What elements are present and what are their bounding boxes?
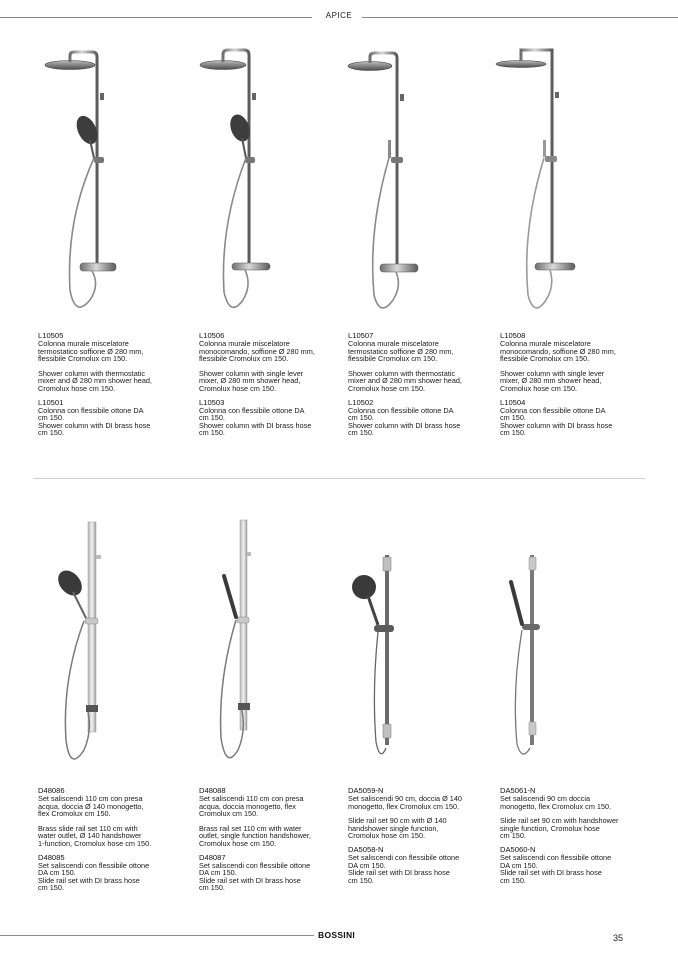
product-description-it: Colonna murale miscelatore termostatico soffione Ø 280 mm, flessibile Cromolux cm 150. xyxy=(348,339,454,364)
product-description-en: Shower column with thermostatic mixer and Ø 280 mm shower head, Cromolux hose cm 150. xyxy=(38,368,152,393)
product-code: D48086 xyxy=(38,786,65,795)
product-card xyxy=(199,787,339,892)
slide-rail-image-4 xyxy=(511,555,540,754)
variant-description: Colonna con flessibile ottone DA cm 150. Shower column with DI brass hose cm 150. xyxy=(348,405,461,438)
slide-rail-image-1 xyxy=(53,522,101,759)
brand-logo: BOSSINI xyxy=(318,930,356,940)
product-description-en: Shower column with single lever mixer, Ø 280 mm shower head, Cromolux hose cm 150. xyxy=(500,368,605,393)
product-code: L10508 xyxy=(500,331,526,340)
product-description-en: Slide rail set 90 cm with Ø 140 handshower single function, Cromolux hose cm 150. xyxy=(348,816,447,841)
product-code: D48088 xyxy=(199,786,226,795)
product-description-it: Colonna murale miscelatore monocomando, soffione Ø 280 mm, flessibile Cromolux cm 150. xyxy=(199,339,315,364)
variant-description: Set saliscendi con flessibile ottone DA cm 150. Slide rail set with DI brass hose cm 150. xyxy=(500,852,612,885)
slide-rail-image-2 xyxy=(221,520,251,758)
product-card xyxy=(38,332,178,437)
product-description-it: Colonna murale miscelatore termostatico soffione Ø 280 mm, flessibile Cromolux cm 150. xyxy=(38,339,144,364)
product-description-it: Set saliscendi 110 cm con presa acqua, doccia monogetto, flex Cromolux cm 150. xyxy=(199,794,304,819)
slide-rail-illustrations xyxy=(0,500,678,790)
variant-code: L10501 xyxy=(38,397,64,407)
product-description-it: Set saliscendi 90 cm, doccia Ø 140 monogetto, flex Cromolux cm 150. xyxy=(348,794,462,811)
product-description-en: Shower column with single lever mixer, Ø 280 mm shower head, Cromolux hose cm 150. xyxy=(199,368,304,393)
product-code: L10507 xyxy=(348,331,374,340)
product-description-en: Slide rail set 90 cm with handshower single function, Cromolux hose cm 150. xyxy=(500,816,619,841)
slide-rail-image-3 xyxy=(348,555,394,754)
product-card xyxy=(500,332,640,437)
variant-description: Set saliscendi con flessibile ottone DA cm 150. Slide rail set with DI brass hose cm 150. xyxy=(199,860,311,893)
shower-column-image-1 xyxy=(45,52,116,307)
variant-description: Colonna con flessibile ottone DA cm 150. Shower column with DI brass hose cm 150. xyxy=(38,405,151,438)
variant-description: Set saliscendi con flessibile ottone DA cm 150. Slide rail set with DI brass hose cm 150. xyxy=(38,860,150,893)
variant-code: DA5060-N xyxy=(500,844,536,854)
product-card xyxy=(500,787,640,884)
product-code: DA5059-N xyxy=(348,786,384,795)
variant-code: D48087 xyxy=(199,852,226,862)
shower-column-image-2 xyxy=(200,50,270,307)
product-description-en: Shower column with thermostatic mixer and Ø 280 mm shower head, Cromolux hose cm 150. xyxy=(348,368,462,393)
product-code: L10506 xyxy=(199,331,225,340)
shower-column-image-4 xyxy=(496,50,575,308)
product-card xyxy=(38,787,178,892)
product-code: DA5061-N xyxy=(500,786,536,795)
product-description-it: Set saliscendi 90 cm doccia monogetto, flex Cromolux cm 150. xyxy=(500,794,612,811)
shower-column-image-3 xyxy=(348,53,418,308)
variant-description: Colonna con flessibile ottone DA cm 150. Shower column with DI brass hose cm 150. xyxy=(199,405,312,438)
product-card xyxy=(348,787,488,884)
variant-code: L10502 xyxy=(348,397,374,407)
variant-code: DA5058-N xyxy=(348,844,384,854)
variant-description: Set saliscendi con flessibile ottone DA cm 150. Slide rail set with DI brass hose cm 150. xyxy=(348,852,460,885)
product-description-en: Brass rail set 110 cm with water outlet, single function handshower, Cromolux hose cm 150. xyxy=(199,823,311,848)
product-description-it: Colonna murale miscelatore monocomando, soffione Ø 280 mm, flessibile Cromolux cm 150. xyxy=(500,339,616,364)
variant-description: Colonna con flessibile ottone DA cm 150. Shower column with DI brass hose cm 150. xyxy=(500,405,613,438)
page-number: 35 xyxy=(613,933,624,943)
product-card xyxy=(199,332,339,437)
section-title: APICE xyxy=(325,11,353,20)
product-card xyxy=(348,332,488,437)
variant-code: L10504 xyxy=(500,397,526,407)
product-description-it: Set saliscendi 110 cm con presa acqua, doccia Ø 140 monogetto, flex Cromolux cm 150. xyxy=(38,794,144,819)
product-description-en: Brass slide rail set 110 cm with water outlet, Ø 140 handshower 1-function, Cromolux hose cm 150. xyxy=(38,823,152,848)
product-code: L10505 xyxy=(38,331,64,340)
variant-code: D48085 xyxy=(38,852,65,862)
shower-column-illustrations xyxy=(0,0,678,330)
variant-code: L10503 xyxy=(199,397,225,407)
footer-rule xyxy=(0,935,314,936)
section-divider xyxy=(33,478,645,479)
